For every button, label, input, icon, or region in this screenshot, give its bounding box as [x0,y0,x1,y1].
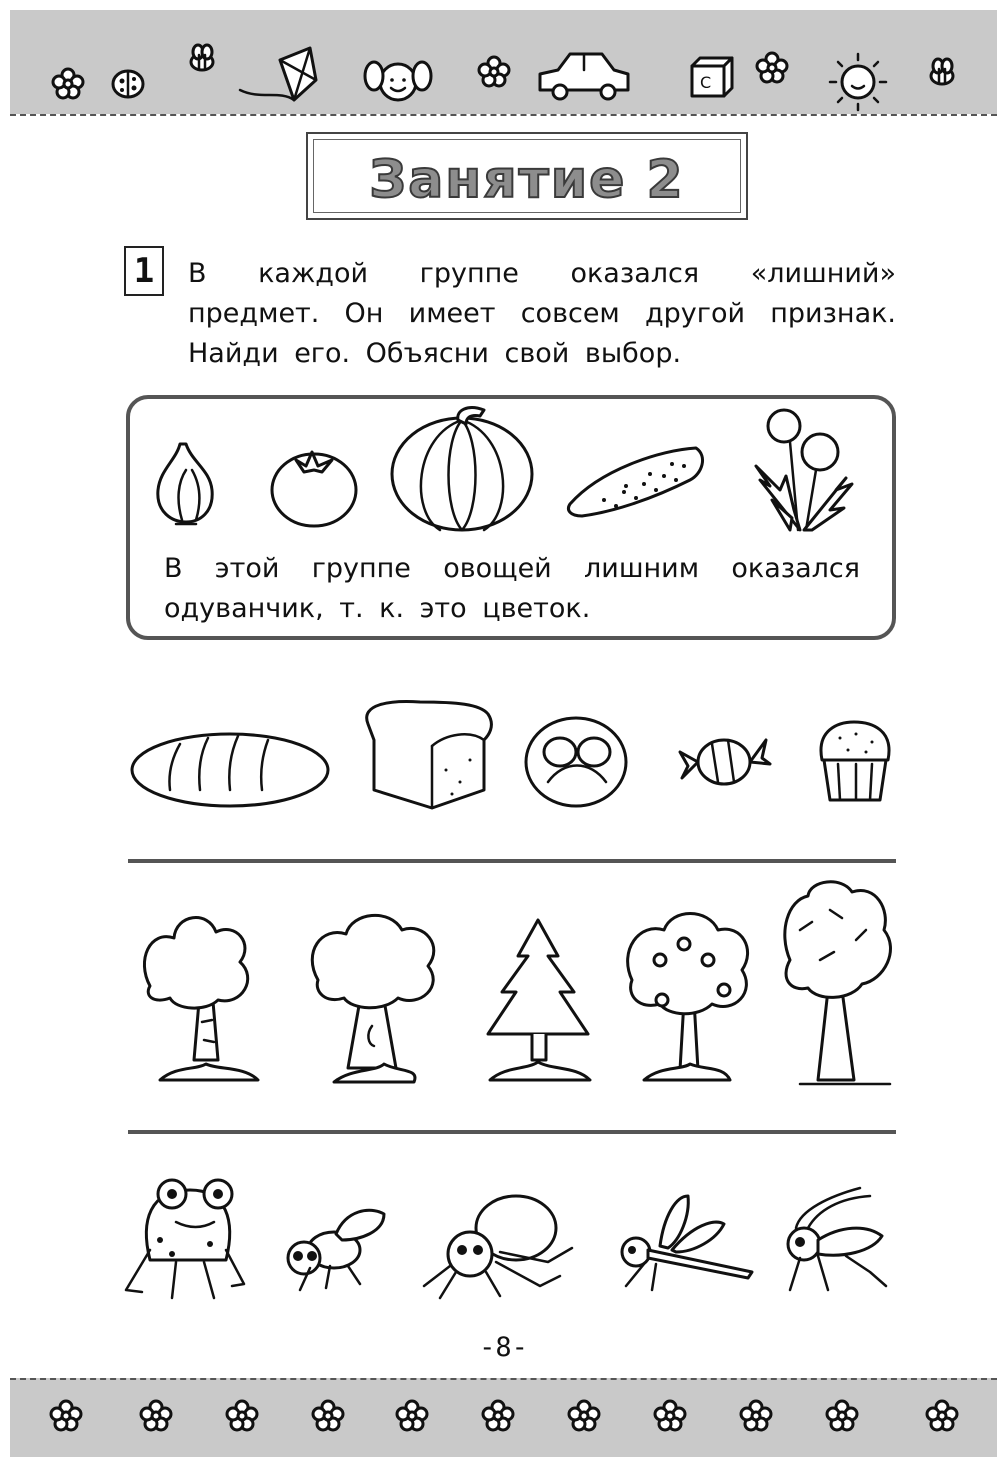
flower-icon [827,1401,857,1430]
flower-icon [51,1401,81,1430]
oak-tree-icon [312,915,434,1082]
tomato-icon [272,452,356,526]
pumpkin-icon [392,408,532,530]
spider-icon [424,1196,572,1298]
group-separator [128,859,896,863]
svg-text:C: C [700,73,712,92]
footer-flowers [10,1378,997,1457]
flower-icon [741,1401,771,1430]
example-answer: В этой группе овощей лишним оказался одуванчик, т. к. это цветок. [164,553,860,624]
page-number: -8- [479,1332,528,1363]
dragonfly-icon [622,1196,752,1290]
task-instruction: В каждой группе оказался «лишний» предмет. Он имеет совсем другой признак. Найди его. Объясни свой выбор. [188,258,896,369]
lesson-title: Занятие 2 [369,150,685,210]
group-separator [128,1130,896,1134]
bread-loaf-icon [367,702,492,808]
maple-tree-icon [785,882,891,1084]
birch-tree-icon [144,918,258,1080]
garlic-icon [158,444,212,524]
flower-icon [927,1401,957,1430]
flower-icon [569,1401,599,1430]
flower-icon [655,1401,685,1430]
muffin-icon [821,722,889,800]
apple-tree-icon [628,914,748,1081]
flower-icon [141,1401,171,1430]
cucumber-icon [569,448,703,516]
flower-icon [483,1401,513,1430]
flower-icon [397,1401,427,1430]
grasshopper-icon [788,1188,886,1290]
pretzel-icon [526,718,626,806]
fir-tree-icon [488,920,590,1080]
footer-band [10,1378,997,1457]
flower-icon [313,1401,343,1430]
flower-icon [227,1401,257,1430]
fly-icon [288,1210,384,1290]
candy-icon [680,740,770,784]
task-number: 1 [124,246,164,296]
frog-icon [126,1180,244,1298]
dandelion-icon [756,410,852,530]
baguette-icon [132,734,328,806]
